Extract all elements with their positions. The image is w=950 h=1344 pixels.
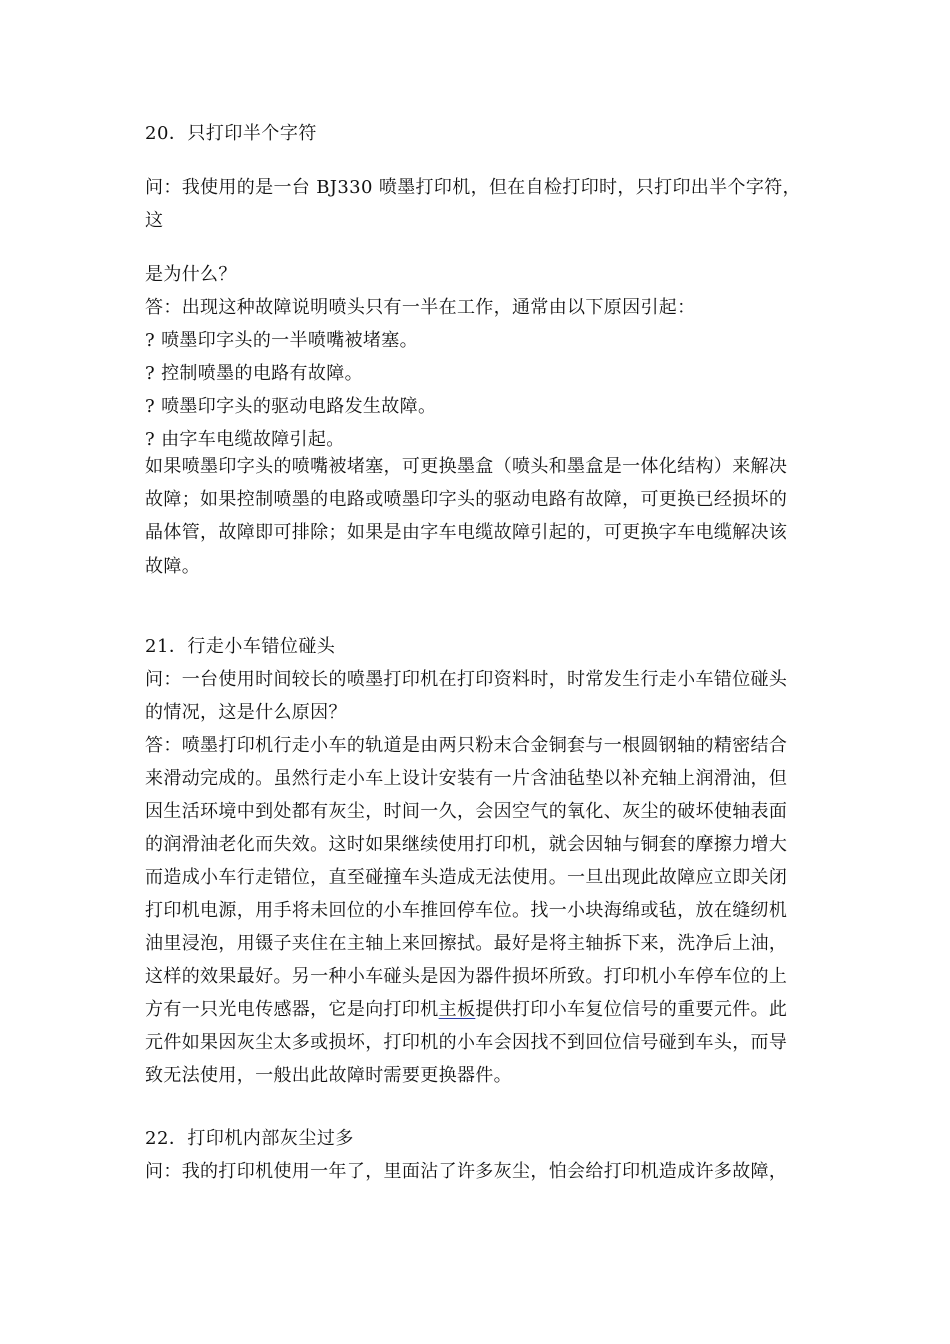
section-heading-22: 22．打印机内部灰尘过多 [145, 1128, 354, 1149]
section-heading-20: 20．只打印半个字符 [145, 123, 317, 144]
bullet-item: ? 喷墨印字头的驱动电路发生故障。 [145, 396, 437, 417]
answer-line: 油里浸泡，用镊子夹住在主轴上来回擦拭。最好是将主轴拆下来，洗净后上油， [145, 933, 788, 954]
answer-line: 这样的效果最好。另一种小车碰头是因为器件损坏所致。打印机小车停车位的上 [145, 966, 788, 987]
section-heading-21: 21．行走小车错位碰头 [145, 636, 336, 657]
question-line: 的情况，这是什么原因？ [145, 702, 347, 723]
question-line: 是为什么？ [145, 264, 237, 285]
answer-line: 故障；如果控制喷墨的电路或喷墨印字头的驱动电路有故障，可更换已经损坏的 [145, 489, 788, 510]
bullet-item: ? 喷墨印字头的一半喷嘴被堵塞。 [145, 330, 418, 351]
answer-line: 故障。 [145, 556, 201, 577]
answer-line: 答：喷墨打印机行走小车的轨道是由两只粉末合金铜套与一根圆钢轴的精密结合 [145, 735, 788, 756]
bullet-item: ? 控制喷墨的电路有故障。 [145, 363, 363, 384]
answer-line: 晶体管，故障即可排除；如果是由字车电缆故障引起的，可更换字车电缆解决该 [145, 522, 788, 543]
answer-text: 提供打印小车复位信号的重要元件。此 [475, 999, 788, 1020]
answer-line-with-link [145, 998, 810, 1022]
mainboard-link[interactable]: 主板 [438, 999, 476, 1020]
answer-line: 元件如果因灰尘太多或损坏，打印机的小车会因找不到回位信号碰到车头，而导 [145, 1032, 788, 1053]
question-line: 这 [145, 210, 164, 231]
answer-line: 致无法使用，一般出此故障时需要更换器件。 [145, 1065, 512, 1086]
bullet-item: ? 由字车电缆故障引起。 [145, 429, 345, 450]
answer-text: 方有一只光电传感器，它是向打印机 [145, 999, 439, 1020]
answer-line: 因生活环境中到处都有灰尘，时间一久，会因空气的氧化、灰尘的破坏使轴表面 [145, 801, 788, 822]
answer-line: 打印机电源，用手将未回位的小车推回停车位。找一小块海绵或毡，放在缝纫机 [145, 900, 788, 921]
question-line: 问：我的打印机使用一年了，里面沾了许多灰尘，怕会给打印机造成许多故障， [145, 1161, 788, 1182]
question-line: 问：一台使用时间较长的喷墨打印机在打印资料时，时常发生行走小车错位碰头 [145, 669, 788, 690]
answer-line: 而造成小车行走错位，直至碰撞车头造成无法使用。一旦出现此故障应立即关闭 [145, 867, 788, 888]
answer-line: 如果喷墨印字头的喷嘴被堵塞，可更换墨盒（喷头和墨盒是一体化结构）来解决 [145, 456, 788, 477]
answer-line: 来滑动完成的。虽然行走小车上设计安装有一片含油毡垫以补充轴上润滑油，但 [145, 768, 788, 789]
answer-line: 答：出现这种故障说明喷头只有一半在工作，通常由以下原因引起： [145, 297, 696, 318]
question-line: 问：我使用的是一台 BJ330 喷墨打印机，但在自检打印时，只打印出半个字符， [145, 177, 801, 198]
answer-line: 的润滑油老化而失效。这时如果继续使用打印机，就会因轴与铜套的摩擦力增大 [145, 834, 788, 855]
